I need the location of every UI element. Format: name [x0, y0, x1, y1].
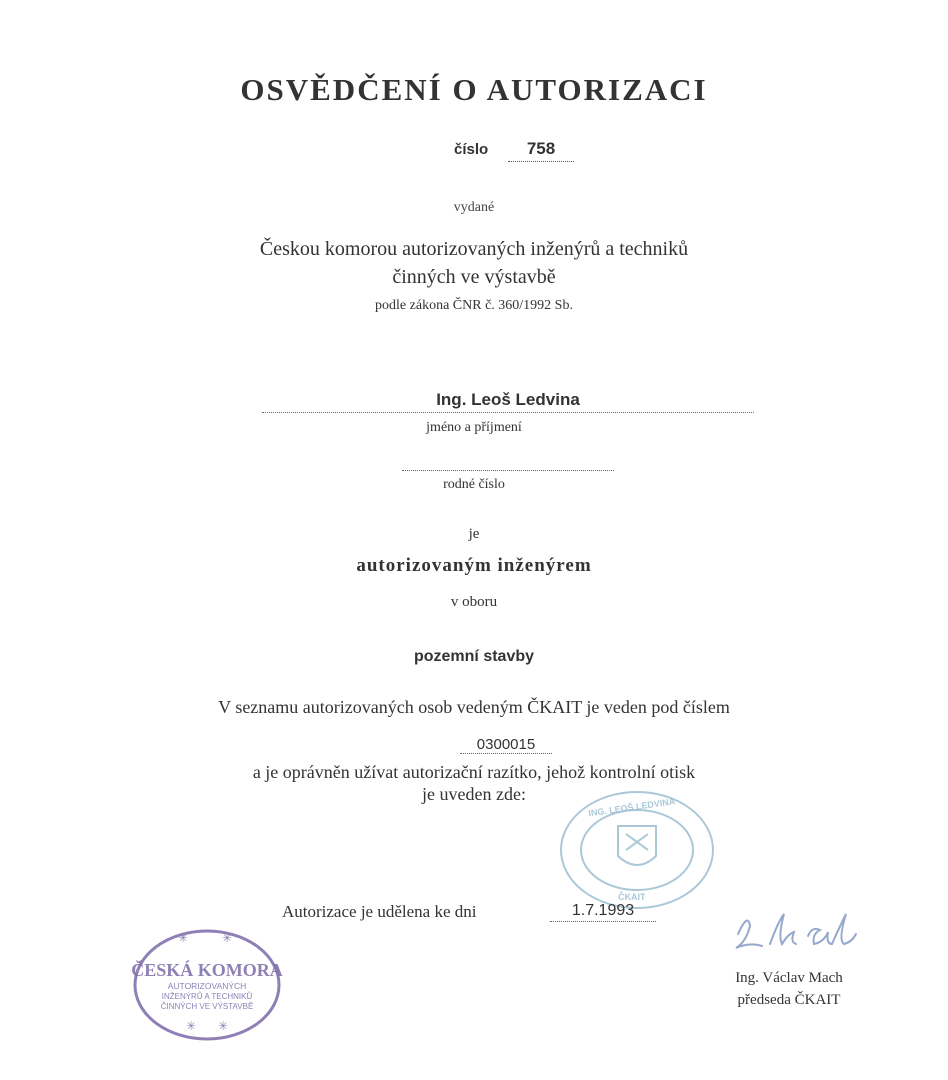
role-title: autorizovaným inženýrem	[356, 555, 592, 576]
authorization-stamp-seal	[556, 788, 718, 912]
chair-name: Ing. Václav Mach	[735, 970, 843, 986]
person-name-field	[262, 390, 754, 413]
stamp-text-line-1: a je oprávněn užívat autorizační razítko, jehož kontrolní otisk	[252, 762, 696, 782]
chair-signature	[724, 904, 900, 968]
svg-text:ING. LEOŠ LEDVINA: ING. LEOŠ LEDVINA	[587, 796, 676, 819]
issuer-line-1: Českou komorou autorizovaných inženýrů a techniků	[259, 238, 689, 260]
name-caption: jméno a příjmení	[426, 420, 522, 435]
issuer-line-2: činných ve výstavbě	[392, 266, 556, 288]
authorization-date-label: Autorizace je udělena ke dni	[282, 902, 477, 921]
certificate-title: OSVĚDČENÍ O AUTORIZACI	[240, 72, 708, 107]
birth-number-caption: rodné číslo	[443, 477, 505, 492]
law-reference: podle zákona ČNR č. 360/1992 Sb.	[375, 298, 573, 313]
svg-text:✳: ✳	[186, 1019, 197, 1033]
issued-label: vydané	[453, 200, 495, 215]
stamp-text-line-2: je uveden zde:	[422, 784, 526, 804]
field-caption: v oboru	[450, 594, 498, 610]
registry-text: V seznamu autorizovaných osob vedeným ČKAIT je veden pod číslem	[218, 697, 730, 717]
authorization-date: 1.7.1993	[550, 902, 656, 922]
svg-text:✳: ✳	[222, 931, 233, 945]
birth-number-field	[402, 468, 614, 471]
svg-text:ČESKÁ KOMORA: ČESKÁ KOMORA	[131, 960, 283, 980]
certificate-number: 758	[508, 139, 574, 162]
registry-number: 0300015	[460, 736, 552, 754]
svg-text:ČINNÝCH VE VÝSTAVBĚ: ČINNÝCH VE VÝSTAVBĚ	[160, 1002, 254, 1011]
svg-text:✳: ✳	[178, 931, 189, 945]
is-label: je	[468, 526, 480, 542]
number-label: číslo	[454, 141, 489, 158]
person-name: Ing. Leoš Ledvina	[436, 390, 580, 409]
chair-title: předseda ČKAIT	[737, 992, 841, 1008]
svg-text:✳: ✳	[218, 1019, 229, 1033]
svg-text:ČKAIT: ČKAIT	[618, 892, 646, 902]
svg-text:INŽENÝRŮ A TECHNIKŮ: INŽENÝRŮ A TECHNIKŮ	[161, 992, 253, 1001]
chamber-seal	[130, 926, 284, 1044]
svg-text:AUTORIZOVANÝCH: AUTORIZOVANÝCH	[167, 981, 247, 991]
field-name: pozemní stavby	[413, 648, 535, 665]
